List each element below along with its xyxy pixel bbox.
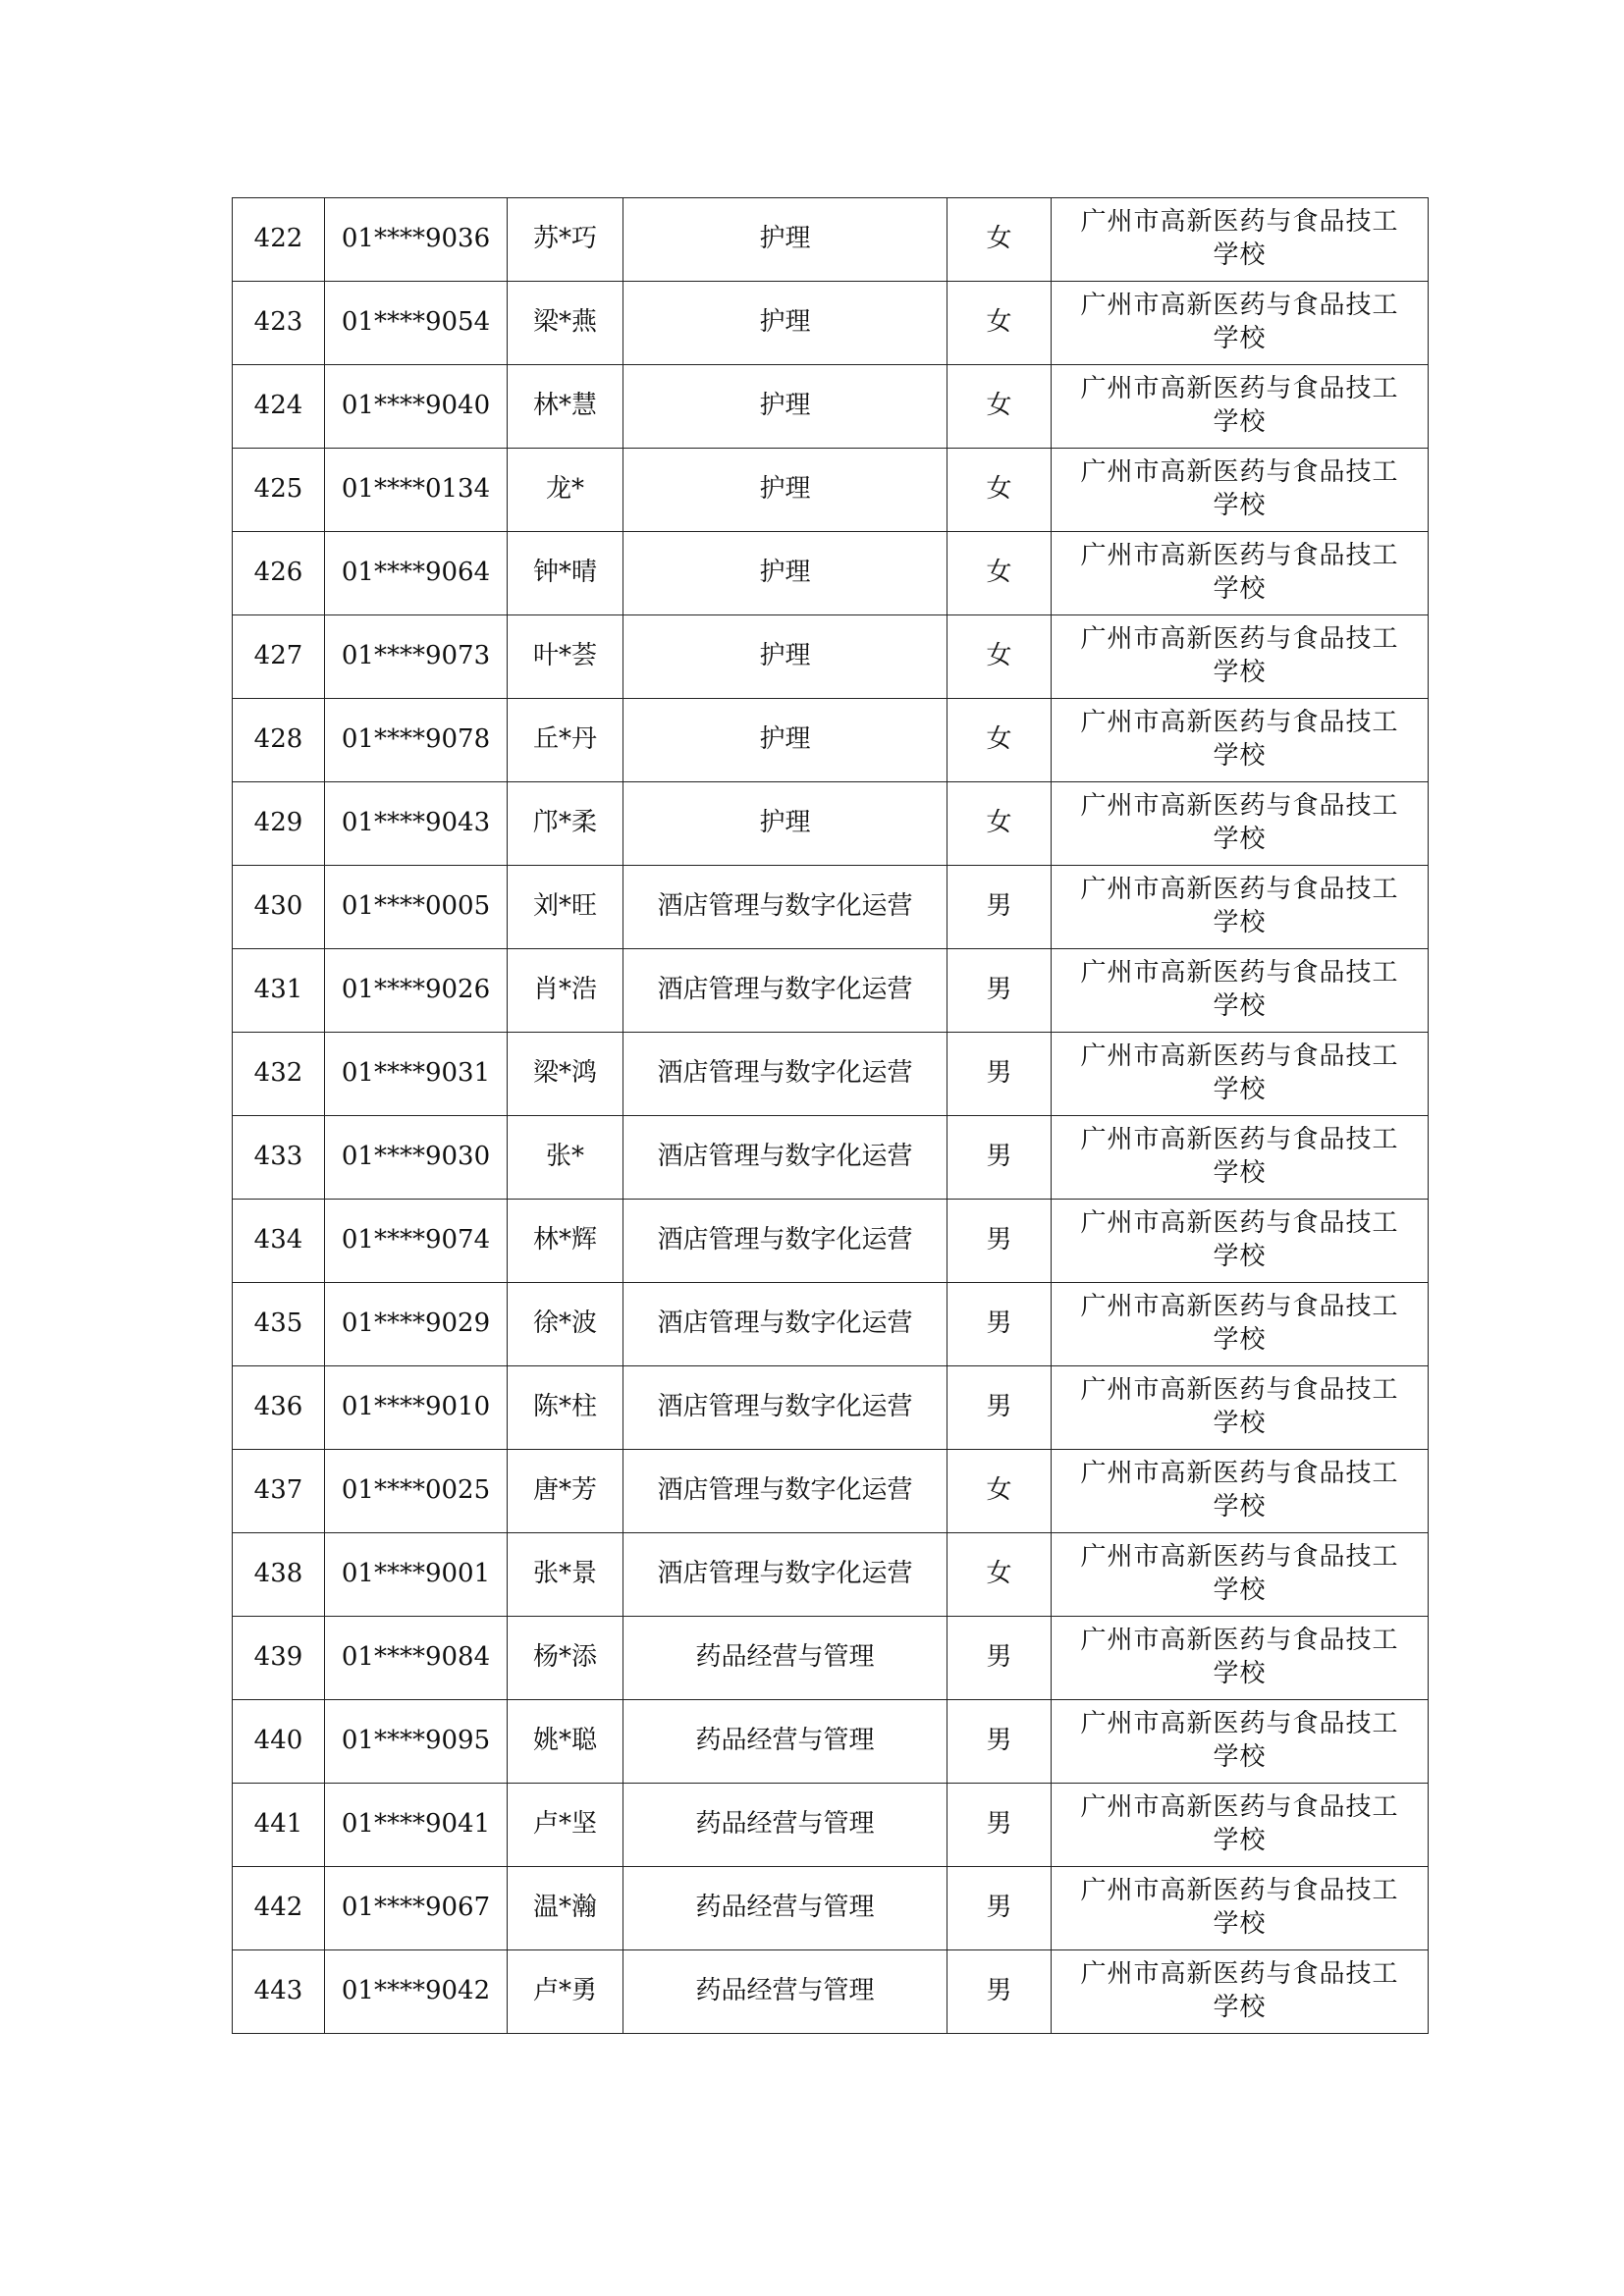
seq-cell: 425 (233, 449, 325, 532)
student-id-cell: 01****9067 (325, 1867, 508, 1950)
table-row (233, 1867, 1429, 1950)
student-id-cell: 01****9064 (325, 532, 508, 615)
seq-cell: 441 (233, 1784, 325, 1867)
school-name-text: 广州市高新医药与食品技工学校 (1080, 791, 1399, 854)
gender-cell: 女 (947, 699, 1052, 782)
major-cell: 护理 (623, 198, 947, 282)
major-cell: 护理 (623, 365, 947, 449)
school-name-text: 广州市高新医药与食品技工学校 (1080, 1876, 1399, 1939)
major-cell: 药品经营与管理 (623, 1867, 947, 1950)
student-name-cell: 肖*浩 (508, 949, 623, 1033)
school-name-text: 广州市高新医药与食品技工学校 (1080, 1542, 1399, 1605)
school-cell (1052, 1617, 1429, 1700)
gender-cell: 男 (947, 866, 1052, 949)
table-row (233, 1617, 1429, 1700)
gender-cell: 男 (947, 1200, 1052, 1283)
school-name-text: 广州市高新医药与食品技工学校 (1080, 1292, 1399, 1355)
student-name-cell: 卢*勇 (508, 1950, 623, 2034)
seq-cell: 439 (233, 1617, 325, 1700)
student-id-cell: 01****9036 (325, 198, 508, 282)
student-name-cell: 温*瀚 (508, 1867, 623, 1950)
school-cell (1052, 782, 1429, 866)
seq-cell: 443 (233, 1950, 325, 2034)
student-id-cell: 01****9026 (325, 949, 508, 1033)
student-name-cell: 苏*巧 (508, 198, 623, 282)
table-row (233, 365, 1429, 449)
school-name-text: 广州市高新医药与食品技工学校 (1080, 1792, 1399, 1855)
school-cell (1052, 866, 1429, 949)
seq-cell: 424 (233, 365, 325, 449)
school-cell (1052, 1200, 1429, 1283)
school-name-text: 广州市高新医药与食品技工学校 (1080, 708, 1399, 771)
table-row (233, 866, 1429, 949)
student-id-cell: 01****9042 (325, 1950, 508, 2034)
student-id-cell: 01****9031 (325, 1033, 508, 1116)
gender-cell: 男 (947, 1784, 1052, 1867)
table-row (233, 782, 1429, 866)
seq-cell: 422 (233, 198, 325, 282)
seq-cell: 432 (233, 1033, 325, 1116)
student-id-cell: 01****9073 (325, 615, 508, 699)
major-cell: 酒店管理与数字化运营 (623, 1450, 947, 1533)
major-cell: 酒店管理与数字化运营 (623, 949, 947, 1033)
gender-cell: 女 (947, 615, 1052, 699)
major-cell: 酒店管理与数字化运营 (623, 866, 947, 949)
school-cell (1052, 1450, 1429, 1533)
table-row (233, 949, 1429, 1033)
school-name-text: 广州市高新医药与食品技工学校 (1080, 1459, 1399, 1522)
seq-cell: 429 (233, 782, 325, 866)
school-name-text: 广州市高新医药与食品技工学校 (1080, 207, 1399, 270)
major-cell: 药品经营与管理 (623, 1617, 947, 1700)
student-name-cell: 林*辉 (508, 1200, 623, 1283)
student-id-cell: 01****9041 (325, 1784, 508, 1867)
school-cell (1052, 198, 1429, 282)
seq-cell: 428 (233, 699, 325, 782)
gender-cell: 男 (947, 1700, 1052, 1784)
school-cell (1052, 1784, 1429, 1867)
major-cell: 酒店管理与数字化运营 (623, 1366, 947, 1450)
major-cell: 药品经营与管理 (623, 1700, 947, 1784)
gender-cell: 男 (947, 1116, 1052, 1200)
seq-cell: 430 (233, 866, 325, 949)
school-cell (1052, 1033, 1429, 1116)
school-cell (1052, 1283, 1429, 1366)
table-row (233, 198, 1429, 282)
school-cell (1052, 1950, 1429, 2034)
student-name-cell: 丘*丹 (508, 699, 623, 782)
table-row (233, 1950, 1429, 2034)
student-id-cell: 01****9030 (325, 1116, 508, 1200)
school-name-text: 广州市高新医药与食品技工学校 (1080, 374, 1399, 437)
gender-cell: 女 (947, 449, 1052, 532)
major-cell: 酒店管理与数字化运营 (623, 1033, 947, 1116)
student-id-cell: 01****0005 (325, 866, 508, 949)
student-id-cell: 01****9040 (325, 365, 508, 449)
major-cell: 药品经营与管理 (623, 1950, 947, 2034)
student-id-cell: 01****9074 (325, 1200, 508, 1283)
table-row (233, 1533, 1429, 1617)
school-cell (1052, 1867, 1429, 1950)
gender-cell: 男 (947, 1950, 1052, 2034)
gender-cell: 男 (947, 1617, 1052, 1700)
major-cell: 酒店管理与数字化运营 (623, 1200, 947, 1283)
gender-cell: 男 (947, 1366, 1052, 1450)
student-id-cell: 01****9078 (325, 699, 508, 782)
major-cell: 护理 (623, 782, 947, 866)
school-cell (1052, 1700, 1429, 1784)
gender-cell: 女 (947, 365, 1052, 449)
school-name-text: 广州市高新医药与食品技工学校 (1080, 457, 1399, 520)
major-cell: 酒店管理与数字化运营 (623, 1283, 947, 1366)
student-name-cell: 张*景 (508, 1533, 623, 1617)
student-id-cell: 01****9001 (325, 1533, 508, 1617)
student-name-cell: 龙* (508, 449, 623, 532)
student-name-cell: 梁*鸿 (508, 1033, 623, 1116)
seq-cell: 442 (233, 1867, 325, 1950)
school-name-text: 广州市高新医药与食品技工学校 (1080, 541, 1399, 604)
seq-cell: 427 (233, 615, 325, 699)
student-name-cell: 唐*芳 (508, 1450, 623, 1533)
table-row (233, 1366, 1429, 1450)
major-cell: 护理 (623, 615, 947, 699)
student-id-cell: 01****9043 (325, 782, 508, 866)
gender-cell: 男 (947, 1033, 1052, 1116)
school-name-text: 广州市高新医药与食品技工学校 (1080, 1208, 1399, 1271)
table-row (233, 699, 1429, 782)
student-name-cell: 姚*聪 (508, 1700, 623, 1784)
seq-cell: 423 (233, 282, 325, 365)
student-id-cell: 01****9010 (325, 1366, 508, 1450)
gender-cell: 男 (947, 949, 1052, 1033)
student-name-cell: 刘*旺 (508, 866, 623, 949)
school-cell (1052, 1116, 1429, 1200)
school-cell (1052, 1533, 1429, 1617)
table-row (233, 282, 1429, 365)
student-name-cell: 林*慧 (508, 365, 623, 449)
major-cell: 护理 (623, 282, 947, 365)
school-name-text: 广州市高新医药与食品技工学校 (1080, 1959, 1399, 2022)
gender-cell: 男 (947, 1283, 1052, 1366)
seq-cell: 440 (233, 1700, 325, 1784)
student-name-cell: 卢*坚 (508, 1784, 623, 1867)
seq-cell: 431 (233, 949, 325, 1033)
seq-cell: 435 (233, 1283, 325, 1366)
school-cell (1052, 532, 1429, 615)
school-name-text: 广州市高新医药与食品技工学校 (1080, 1375, 1399, 1438)
student-name-cell: 徐*波 (508, 1283, 623, 1366)
seq-cell: 437 (233, 1450, 325, 1533)
school-name-text: 广州市高新医药与食品技工学校 (1080, 875, 1399, 937)
school-cell (1052, 949, 1429, 1033)
table-row (233, 532, 1429, 615)
school-name-text: 广州市高新医药与食品技工学校 (1080, 291, 1399, 353)
school-cell (1052, 365, 1429, 449)
gender-cell: 女 (947, 198, 1052, 282)
major-cell: 药品经营与管理 (623, 1784, 947, 1867)
seq-cell: 433 (233, 1116, 325, 1200)
school-cell (1052, 449, 1429, 532)
student-id-cell: 01****0134 (325, 449, 508, 532)
gender-cell: 女 (947, 532, 1052, 615)
major-cell: 酒店管理与数字化运营 (623, 1116, 947, 1200)
major-cell: 酒店管理与数字化运营 (623, 1533, 947, 1617)
student-name-cell: 梁*燕 (508, 282, 623, 365)
gender-cell: 女 (947, 1450, 1052, 1533)
gender-cell: 女 (947, 782, 1052, 866)
school-cell (1052, 282, 1429, 365)
student-name-cell: 张* (508, 1116, 623, 1200)
table-row (233, 1033, 1429, 1116)
roster-table (232, 197, 1429, 2034)
seq-cell: 436 (233, 1366, 325, 1450)
seq-cell: 438 (233, 1533, 325, 1617)
school-cell (1052, 1366, 1429, 1450)
student-id-cell: 01****9029 (325, 1283, 508, 1366)
student-name-cell: 杨*添 (508, 1617, 623, 1700)
school-name-text: 广州市高新医药与食品技工学校 (1080, 1125, 1399, 1188)
table-row (233, 1116, 1429, 1200)
table-row (233, 615, 1429, 699)
table-row (233, 1283, 1429, 1366)
roster-body (233, 198, 1429, 2034)
gender-cell: 女 (947, 1533, 1052, 1617)
gender-cell: 女 (947, 282, 1052, 365)
student-id-cell: 01****9054 (325, 282, 508, 365)
major-cell: 护理 (623, 532, 947, 615)
table-row (233, 1200, 1429, 1283)
gender-cell: 男 (947, 1867, 1052, 1950)
school-cell (1052, 699, 1429, 782)
table-row (233, 1450, 1429, 1533)
school-cell (1052, 615, 1429, 699)
table-row (233, 1784, 1429, 1867)
table-row (233, 1700, 1429, 1784)
student-name-cell: 叶*荟 (508, 615, 623, 699)
student-name-cell: 钟*晴 (508, 532, 623, 615)
student-id-cell: 01****9084 (325, 1617, 508, 1700)
school-name-text: 广州市高新医药与食品技工学校 (1080, 958, 1399, 1021)
student-name-cell: 陈*柱 (508, 1366, 623, 1450)
student-name-cell: 邝*柔 (508, 782, 623, 866)
school-name-text: 广州市高新医药与食品技工学校 (1080, 1626, 1399, 1688)
seq-cell: 426 (233, 532, 325, 615)
student-id-cell: 01****0025 (325, 1450, 508, 1533)
table-row (233, 449, 1429, 532)
student-id-cell: 01****9095 (325, 1700, 508, 1784)
major-cell: 护理 (623, 699, 947, 782)
school-name-text: 广州市高新医药与食品技工学校 (1080, 1709, 1399, 1772)
major-cell: 护理 (623, 449, 947, 532)
school-name-text: 广州市高新医药与食品技工学校 (1080, 624, 1399, 687)
school-name-text: 广州市高新医药与食品技工学校 (1080, 1041, 1399, 1104)
seq-cell: 434 (233, 1200, 325, 1283)
